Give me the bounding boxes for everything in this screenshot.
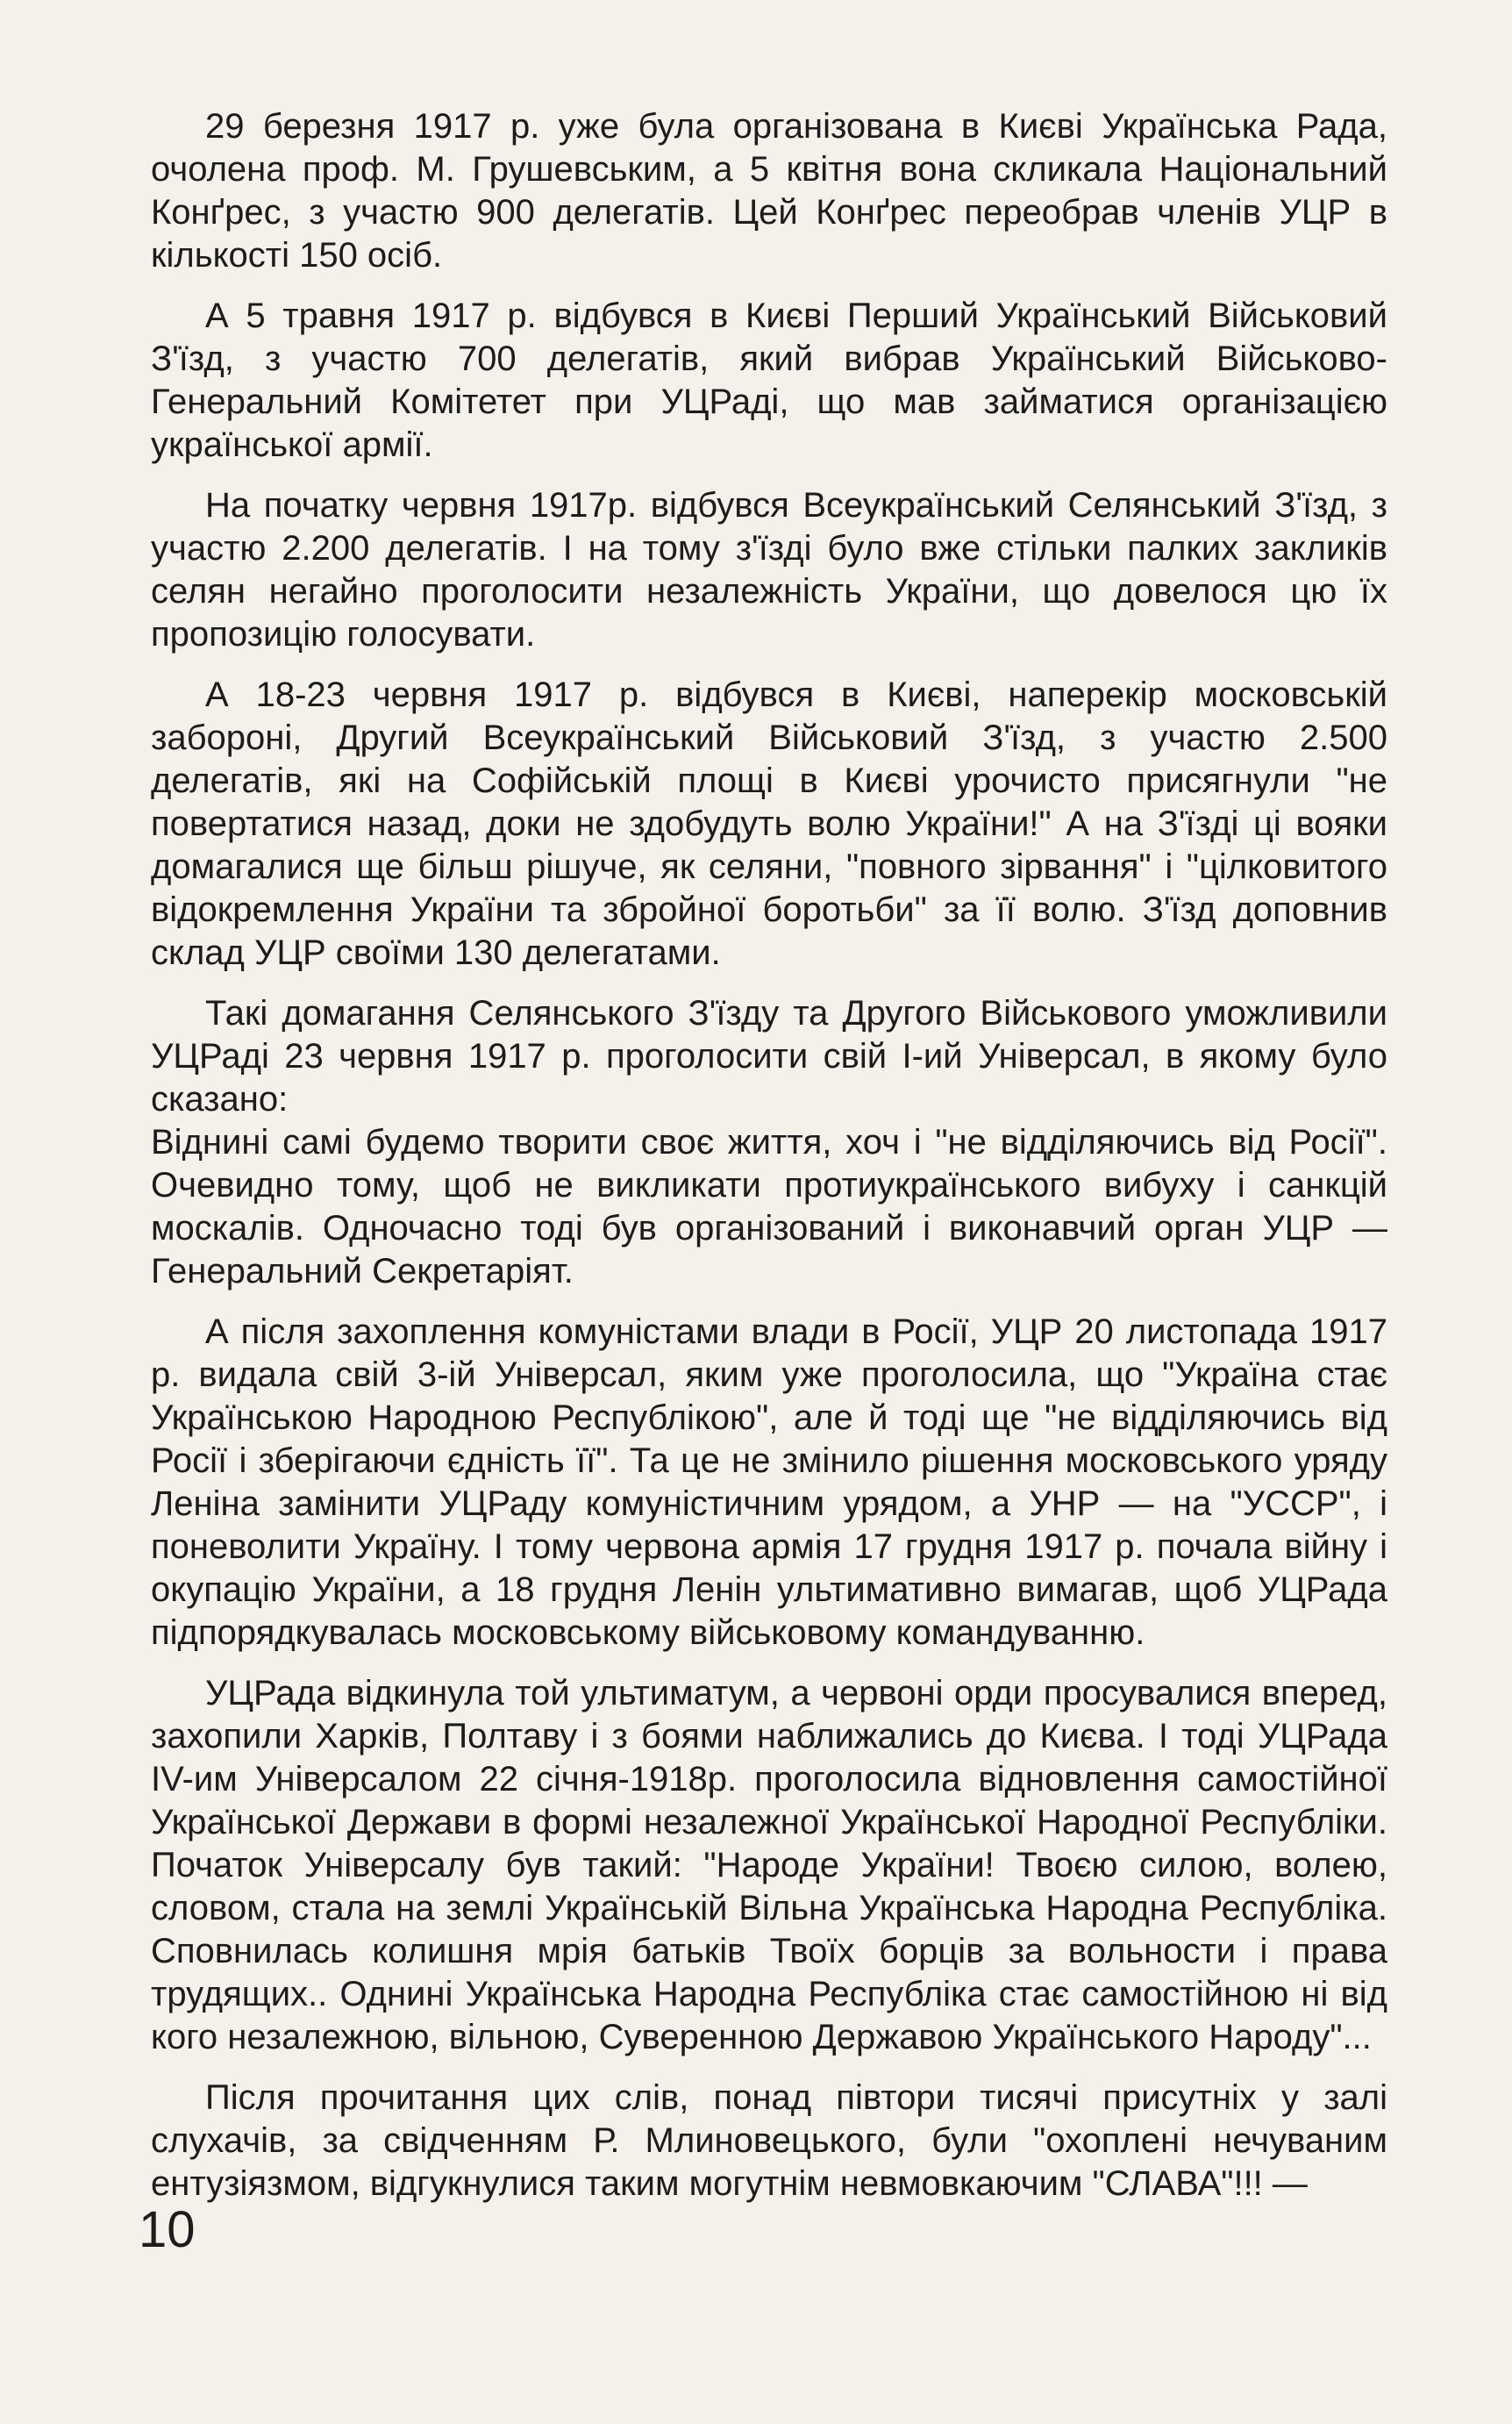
paragraph-1: 29 березня 1917 р. уже була організована в Києві Українська Рада, очолена проф. М. Грушевським, а 5 квітня вона скликала Національний Конґрес, з участю 900 делегатів. Цей Конґрес переобрав членів УЦР в кількості 150 осіб. — [151, 107, 1387, 275]
body-text — [151, 105, 1387, 2223]
paragraph-5: Такі домагання Селянського З'їзду та Другого Військового уможливили УЦРаді 23 червня 1917 р. проголосити свій І-ий Універсал, в якому було сказано: — [151, 994, 1387, 1119]
paragraph-7: А після захоплення комуністами влади в Росії, УЦР 20 листопада 1917 р. видала свій 3-ій Універсал, яким уже проголосила, що "Україна стає Українською Народною Республікою", але й тоді ще "не відділяючись від Росії і зберігаючи єдність її". Та це не змінило рішення московського уряду Леніна замінити УЦРаду комуністичним урядом, а УНР — на "УССР", і поневолити Україну. І тому червона армія 17 грудня 1917 р. почала війну і окупацію України, а 18 грудня Ленін ультимативно вимагав, щоб УЦРада підпорядкувалась московському військовому командуванню. — [151, 1312, 1387, 1652]
paragraph-2: А 5 травня 1917 р. відбувся в Києві Перший Український Військовий З'їзд, з участю 700 делегатів, який вибрав Український Військово-Генеральний Комітетет при УЦРаді, що мав займатися організацією української армії. — [151, 297, 1387, 464]
page-number: 10 — [139, 2201, 196, 2258]
paragraph-3: На початку червня 1917р. відбувся Всеукраїнський Селянський З'їзд, з участю 2.200 делегатів. І на тому з'їзді було вже стільки палких закликів селян негайно проголосити незалежність України, що довелося цю їх пропозицію голосувати. — [151, 486, 1387, 654]
paragraph-4: А 18-23 червня 1917 р. відбувся в Києві, наперекір московській забороні, Другий Всеукраїнський Військовий З'їзд, з участю 2.500 делегатів, які на Софійській площі в Києві урочисто присягнули "не повертатися назад, доки не здобудуть волю України!" А на З'їзді ці вояки домагалися ще більш рішуче, як селяни, "повного зірвання" і "цілковитого відокремлення України та збройної боротьби" за її волю. З'їзд доповнив склад УЦР своїми 130 делегатами. — [151, 676, 1387, 972]
paragraph-8: УЦРада відкинула той ультиматум, а червоні орди просувалися вперед, захопили Харків, Полтаву і з боями наближались до Києва. І тоді УЦРада IV-им Універсалом 22 січня-1918р. проголосила відновлення самостійної Української Держави в формі незалежної Української Народної Республіки. Початок Універсалу був такий: "Народе України! Твоєю силою, волею, словом, стала на землі Українській Вільна Українська Народна Республіка. Сповнилась колишня мрія батьків Твоїх борців за вольности і права трудящих.. Однині Українська Народна Республіка стає самостійною ні від кого незалежною, вільною, Суверенною Державою Українського Народу"... — [151, 1674, 1387, 2056]
paragraph-9: Після прочитання цих слів, понад півтори тисячі присутніх у залі слухачів, за свідченням Р. Млиновецького, були "охоплені нечуваним ентузіязмом, відгукнулися таким могутнім невмовкаючим "СЛАВА"!!! — — [151, 2078, 1387, 2203]
paragraph-6: Віднині самі будемо творити своє життя, хоч і "не відділяючись від Росії". Очевидно тому, щоб не викликати протиукраїнського вибуху і санкцій москалів. Одночасно тоді був організований і виконавчий орган УЦР — Генеральний Секретаріят. — [151, 1123, 1387, 1291]
